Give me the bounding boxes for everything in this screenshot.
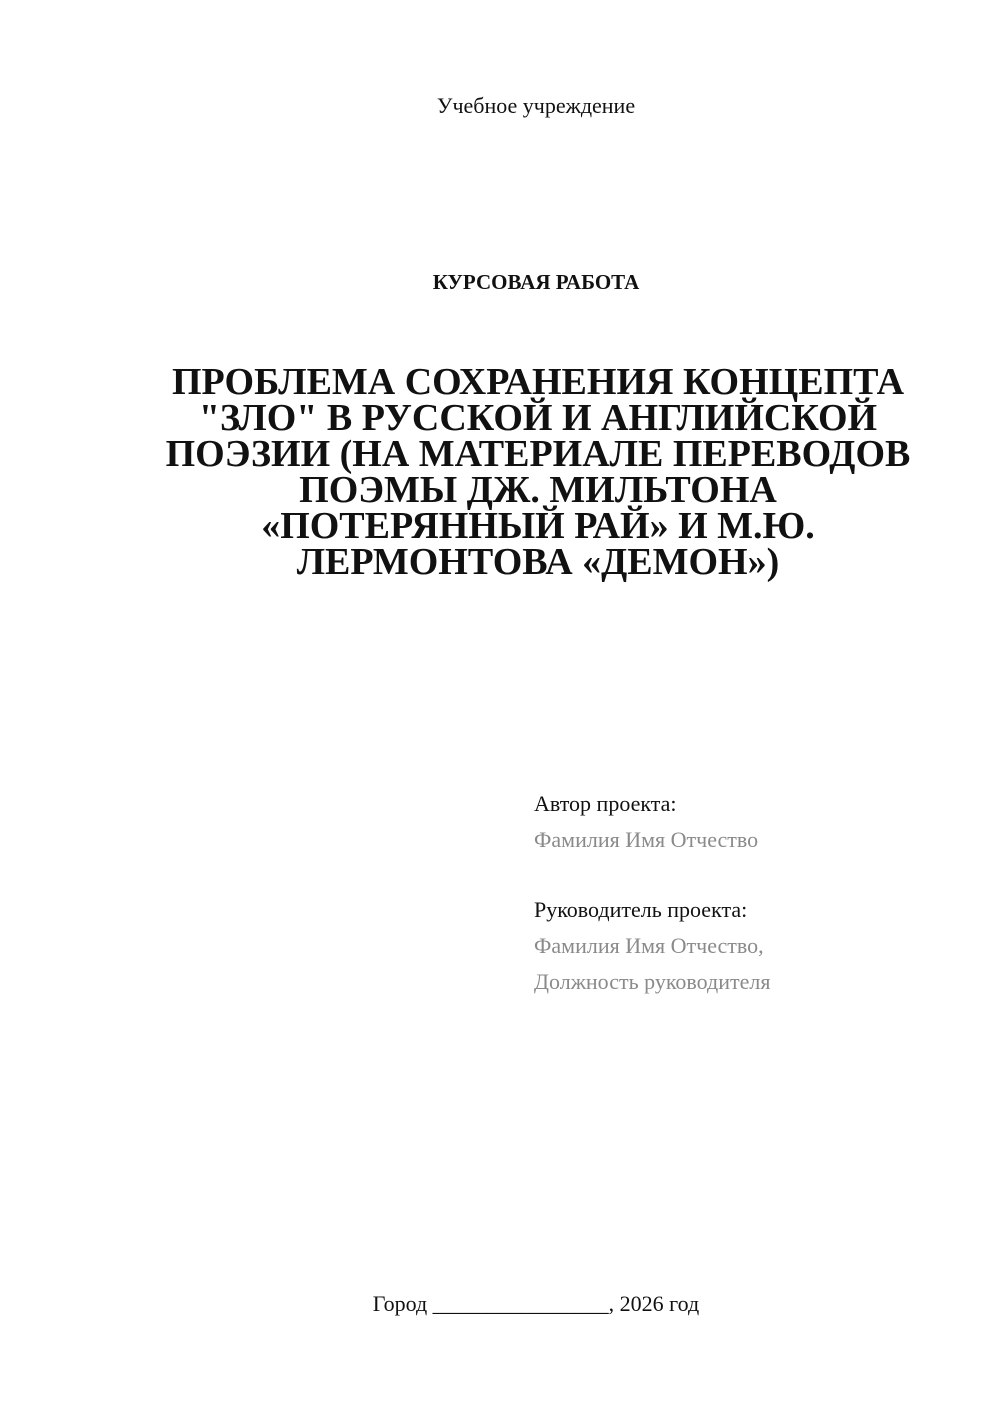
- title-line: ПРОБЛЕМА СОХРАНЕНИЯ КОНЦЕПТА: [171, 361, 905, 403]
- supervisor-position-placeholder: Должность руководителя: [534, 969, 771, 994]
- city-label: Город: [372, 1291, 428, 1316]
- city-year-line: [0, 1289, 1000, 1319]
- institution-name: Учебное учреждение: [436, 93, 636, 118]
- title-line: "ЗЛО" В РУССКОЙ И АНГЛИЙСКОЙ: [198, 397, 878, 439]
- document-type: КУРСОВАЯ РАБОТА: [432, 270, 640, 294]
- title-line: ПОЭМЫ ДЖ. МИЛЬТОНА: [299, 469, 777, 511]
- supervisor-label: Руководитель проекта:: [534, 897, 748, 922]
- author-block: [534, 786, 974, 858]
- author-label: Автор проекта:: [534, 791, 677, 816]
- supervisor-block: [534, 892, 974, 1000]
- year-text: , 2026 год: [608, 1291, 700, 1316]
- document-title: [148, 361, 928, 583]
- title-line: ПОЭЗИИ (НА МАТЕРИАЛЕ ПЕРЕВОДОВ: [165, 433, 911, 475]
- title-line: ЛЕРМОНТОВА «ДЕМОН»): [296, 541, 780, 583]
- author-name-placeholder: Фамилия Имя Отчество: [534, 827, 759, 852]
- title-line: «ПОТЕРЯННЫЙ РАЙ» И М.Ю.: [261, 505, 815, 547]
- supervisor-name-placeholder: Фамилия Имя Отчество,: [534, 933, 764, 958]
- city-blank: ________________: [432, 1291, 609, 1316]
